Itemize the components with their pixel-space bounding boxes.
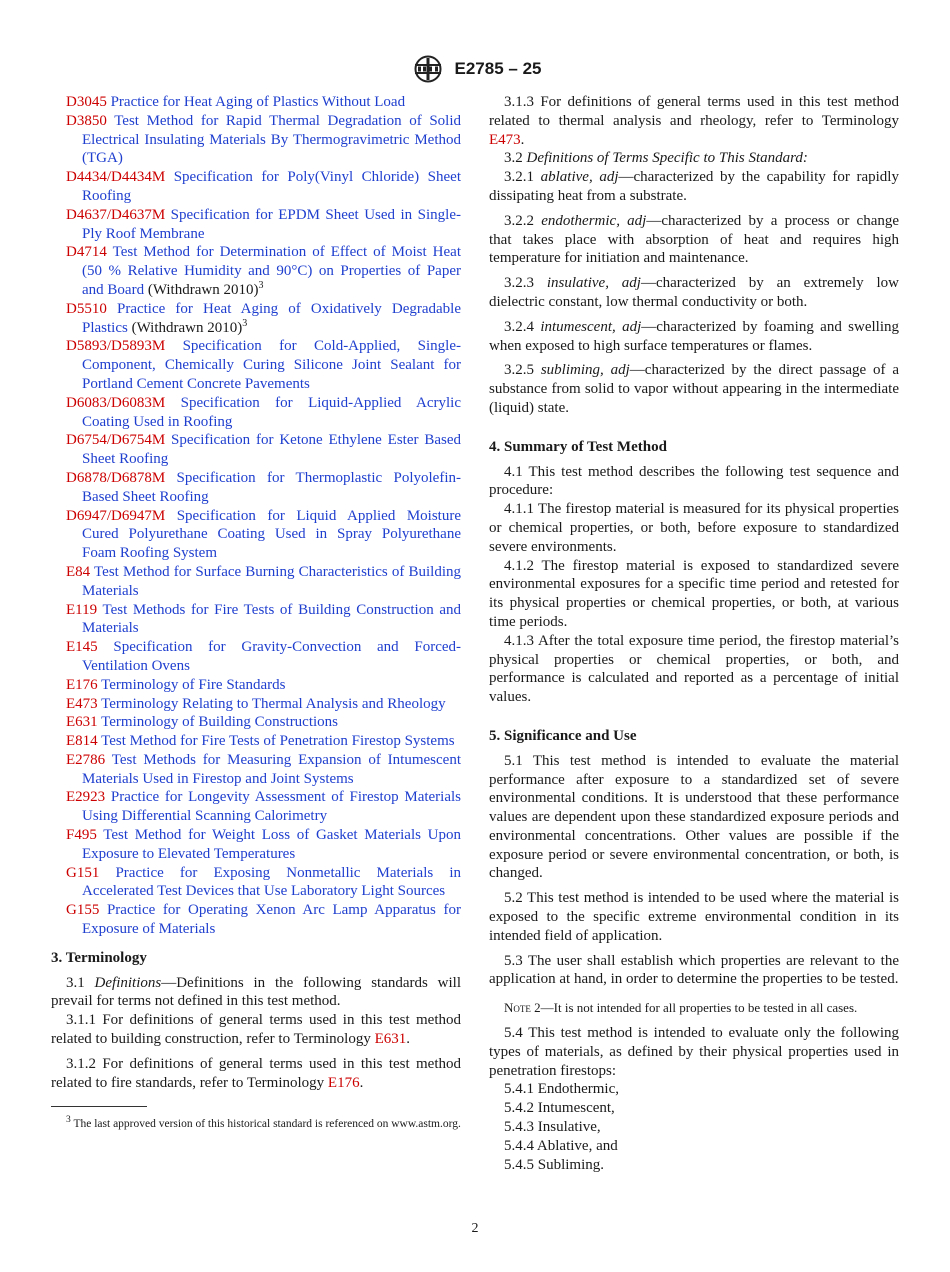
reference-title[interactable]: Test Method for Fire Tests of Penetration Firestop Systems (101, 733, 455, 750)
reference-code[interactable]: G155 (66, 902, 100, 919)
definition-text: —characterized by the capability for rapidly dissipating heat from a substrate. (489, 169, 899, 204)
astm-logo-icon (409, 55, 447, 83)
reference-code[interactable]: G151 (66, 864, 100, 881)
paragraph-5-4: 5.4 This test method is intended to evaluate only the following types of materials, as defined by their physical properties used in penetration firestops: (489, 1025, 899, 1079)
reference-title[interactable]: Terminology of Fire Standards (101, 676, 286, 693)
reference-item (51, 601, 461, 639)
reference-code[interactable]: D4637/D4637M (66, 206, 166, 223)
footnote-divider (51, 1106, 147, 1107)
reference-item (51, 713, 461, 732)
paragraph-number: 3.1 (66, 974, 85, 991)
summary-paragraph: 4.1.1 The firestop material is measured for its physical properties or chemical properties, or both, before exposure to standardized severe environments. (489, 501, 899, 555)
paragraph-end: . (406, 1031, 411, 1048)
terminology-heading: 3. Terminology (51, 949, 147, 966)
reference-title[interactable]: Practice for Longevity Assessment of Firestop Materials Using Differential Scanning Calorimetry (82, 789, 462, 825)
withdrawn-note: (Withdrawn 2010) (144, 281, 259, 298)
reference-code[interactable]: E84 (66, 563, 91, 580)
reference-title[interactable]: Test Method for Determination of Effect of Moist Heat (50 % Relative Humidity and 90°C) on Properties of Paper and Board (82, 244, 461, 298)
paragraph-5-3: 5.3 The user shall establish which properties are relevant to the application at hand, in order to determine the properties to be tested. (489, 952, 899, 988)
designation: E2785 – 25 (454, 59, 542, 78)
definition-number: 3.2.4 (504, 318, 534, 335)
reference-link[interactable]: E473 (489, 131, 521, 148)
list-item: 5.4.2 Intumescent, (504, 1100, 615, 1117)
reference-title[interactable]: Practice for Exposing Nonmetallic Materials in Accelerated Test Devices that Use Laboratory Light Sources (82, 864, 461, 900)
reference-title[interactable]: Specification for Cold-Applied, Single-Component, Chemically Curing Silicone Joint Sealant for Portland Cement Concrete Pavements (82, 338, 461, 392)
reference-title[interactable]: Specification for Gravity-Convection and Forced-Ventilation Ovens (82, 639, 462, 674)
summary-paragraph: 4.1.2 The firestop material is exposed to standardized severe environmental exposures for a specific time period and retested for its physical properties or chemical properties, or both, at various time periods. (489, 557, 899, 630)
reference-item (51, 751, 461, 789)
reference-code[interactable]: D4714 (66, 244, 107, 261)
reference-item (51, 469, 461, 507)
reference-code[interactable]: E2923 (66, 789, 106, 806)
footnote-marker: 3 (258, 279, 264, 291)
paragraph-text: 3.1.2 For definitions of general terms used in this test method related to fire standards, refer to Terminology (51, 1055, 461, 1091)
reference-item (51, 243, 461, 299)
reference-link[interactable]: E631 (374, 1031, 407, 1048)
reference-title[interactable]: Terminology Relating to Thermal Analysis and Rheology (101, 695, 446, 712)
reference-code[interactable]: E631 (66, 714, 98, 731)
definition-item (489, 361, 899, 417)
definition-item (489, 168, 899, 206)
reference-title[interactable]: Specification for Thermoplastic Polyolefin-Based Sheet Roofing (82, 469, 461, 505)
reference-title[interactable]: Test Method for Surface Burning Characteristics of Building Materials (82, 563, 461, 599)
reference-title[interactable]: Specification for Liquid Applied Moisture Cured Polyurethane Coating Used in Spray Polyurethane Foam Roofing System (82, 507, 461, 562)
paragraph-number: 3.2 (504, 150, 523, 167)
definition-number: 3.2.3 (504, 275, 534, 292)
reference-item (51, 394, 461, 432)
paragraph-text: 3.1.3 For definitions of general terms used in this test method related to thermal analysis and rheology, refer to Terminology (489, 94, 899, 129)
footnote-text: The last approved version of this historical standard is referenced on www.astm.org. (73, 1118, 461, 1131)
reference-code[interactable]: E119 (66, 601, 98, 618)
definition-item (489, 318, 899, 356)
footnote-marker: 3 (66, 1114, 71, 1126)
definition-number: 3.2.2 (504, 212, 534, 229)
paragraph-3-1 (51, 974, 461, 1012)
definition-term: subliming, adj (540, 362, 630, 379)
summary-heading: 4. Summary of Test Method (489, 438, 667, 455)
reference-item (51, 563, 461, 601)
reference-title[interactable]: Practice for Heat Aging of Plastics Without Load (110, 94, 406, 110)
paragraph-lead: Definitions of Terms Specific to This Standard: (526, 150, 808, 167)
reference-item (51, 93, 461, 112)
list-item: 5.4.1 Endothermic, (504, 1081, 619, 1098)
list-item: 5.4.4 Ablative, and (504, 1137, 618, 1154)
reference-item (51, 206, 461, 244)
list-item: 5.4.5 Subliming. (504, 1156, 605, 1173)
summary-paragraph: 4.1 This test method describes the following test sequence and procedure: (489, 463, 899, 499)
definition-item (489, 212, 899, 268)
reference-code[interactable]: D6878/D6878M (66, 469, 166, 486)
left-column (51, 93, 461, 1131)
list-item: 5.4.3 Insulative, (504, 1119, 601, 1136)
reference-title[interactable]: Test Method for Weight Loss of Gasket Materials Upon Exposure to Elevated Temperatures (82, 827, 461, 862)
reference-item (51, 864, 461, 902)
note-label: Note 2 (504, 1000, 541, 1016)
reference-item (51, 788, 461, 826)
reference-code[interactable]: D5510 (66, 300, 107, 317)
reference-code[interactable]: E176 (66, 676, 98, 693)
reference-code[interactable]: D6083/D6083M (66, 394, 166, 411)
definition-term: insulative, adj (546, 275, 641, 292)
reference-code[interactable]: D5893/D5893M (66, 338, 166, 355)
reference-title[interactable]: Test Methods for Measuring Expansion of Intumescent Materials Used in Firestop and Joint Systems (82, 751, 461, 787)
reference-item (51, 901, 461, 939)
reference-title[interactable]: Specification for Liquid-Applied Acrylic Coating Used in Roofing (82, 394, 461, 430)
summary-paragraph: 4.1.3 After the total exposure time period, the firestop material’s physical properties or chemical properties, or both, and performance is calculated and reported as a percentage of initial values. (489, 632, 899, 706)
definition-text: —characterized by a process or change that takes place with absorption of heat and requires high temperature for initiation and maintenance. (489, 212, 900, 267)
note-text: —It is not intended for all properties to be tested in all cases. (540, 1000, 858, 1016)
reference-code[interactable]: E2786 (66, 751, 106, 768)
reference-code[interactable]: E145 (66, 639, 98, 656)
reference-code[interactable]: D3045 (66, 94, 107, 110)
reference-item (51, 168, 461, 206)
reference-list (51, 93, 461, 939)
reference-title[interactable]: Specification for Ketone Ethylene Ester Based Sheet Roofing (82, 432, 461, 468)
reference-item (51, 507, 461, 563)
right-column (489, 93, 899, 1174)
reference-item (51, 732, 461, 751)
reference-title[interactable]: Practice for Operating Xenon Arc Lamp Apparatus for Exposure of Materials (82, 902, 462, 938)
reference-item (51, 431, 461, 469)
significance-heading: 5. Significance and Use (489, 727, 637, 744)
reference-title[interactable]: Test Method for Rapid Thermal Degradation of Solid Electrical Insulating Materials By Thermogravimetric Method (TGA) (82, 112, 462, 167)
reference-code[interactable]: F495 (66, 827, 97, 844)
paragraph-end: . (359, 1074, 364, 1091)
paragraph-5-2: 5.2 This test method is intended to be used where the material is exposed to the specific extreme environmental condition in its intended field of application. (489, 890, 899, 944)
paragraph-end: . (520, 131, 525, 148)
reference-title[interactable]: Test Methods for Fire Tests of Building Construction and Materials (82, 601, 462, 637)
page-header (0, 55, 950, 83)
paragraph-5-1: 5.1 This test method is intended to evaluate the material performance after exposure to a standardized set of severe environmental conditions. It is understood that these performance values are dependent upon these standardized exposure periods and environmental concentrations. Other values are possible if the exposure period or severe environmental concentration, or both, is changed. (489, 752, 899, 882)
reference-title[interactable]: Terminology of Building Constructions (101, 714, 339, 731)
paragraph-3-1-1 (51, 1011, 461, 1049)
definition-text: —characterized by the direct passage of a substance from solid to vapor without appearing in the intermediate (liquid) state. (489, 362, 900, 416)
definition-text: —characterized by an extremely low dielectric constant, low thermal conductivity or both. (489, 275, 900, 310)
definition-item (489, 274, 899, 312)
reference-item (51, 638, 461, 676)
definition-number: 3.2.5 (504, 362, 534, 379)
reference-item (51, 112, 461, 168)
definition-text: —characterized by foaming and swelling when exposed to high surface temperatures or flames. (489, 318, 899, 354)
materials-list (489, 1080, 899, 1174)
reference-link[interactable]: E176 (327, 1074, 360, 1091)
footnote (51, 1113, 461, 1131)
footnote-marker: 3 (242, 317, 248, 329)
reference-title[interactable]: Specification for Poly(Vinyl Chloride) Sheet Roofing (82, 169, 462, 204)
reference-code[interactable]: E814 (66, 733, 98, 750)
reference-title[interactable]: Practice for Heat Aging of Oxidatively Degradable Plastics (82, 300, 461, 336)
note-2 (489, 999, 899, 1018)
paragraph-lead: Definitions (94, 974, 162, 991)
reference-item (51, 695, 461, 714)
paragraph-text: —Definitions in the following standards will prevail for terms not defined in this test method. (51, 974, 461, 1010)
reference-item (51, 676, 461, 695)
reference-code[interactable]: E473 (66, 695, 98, 712)
paragraph-3-1-3 (489, 93, 899, 149)
reference-item (51, 337, 461, 393)
withdrawn-note: (Withdrawn 2010) (127, 319, 243, 336)
reference-code[interactable]: D3850 (66, 112, 107, 129)
paragraph-3-1-2 (51, 1055, 461, 1093)
page-number: 2 (471, 1221, 479, 1236)
reference-item (51, 826, 461, 864)
definition-term: endothermic, adj (541, 212, 647, 229)
definition-number: 3.2.1 (504, 169, 534, 186)
reference-code[interactable]: D6947/D6947M (66, 507, 166, 524)
definition-term: ablative, adj (540, 169, 619, 186)
reference-title[interactable]: Specification for EPDM Sheet Used in Single-Ply Roof Membrane (82, 206, 461, 242)
reference-code[interactable]: D6754/D6754M (66, 432, 166, 449)
definition-term: intumescent, adj (540, 318, 642, 335)
paragraph-3-2 (489, 149, 899, 168)
paragraph-text: 3.1.1 For definitions of general terms used in this test method related to building construction, refer to Terminology (51, 1012, 461, 1048)
reference-item (51, 300, 461, 338)
reference-code[interactable]: D4434/D4434M (66, 169, 166, 186)
